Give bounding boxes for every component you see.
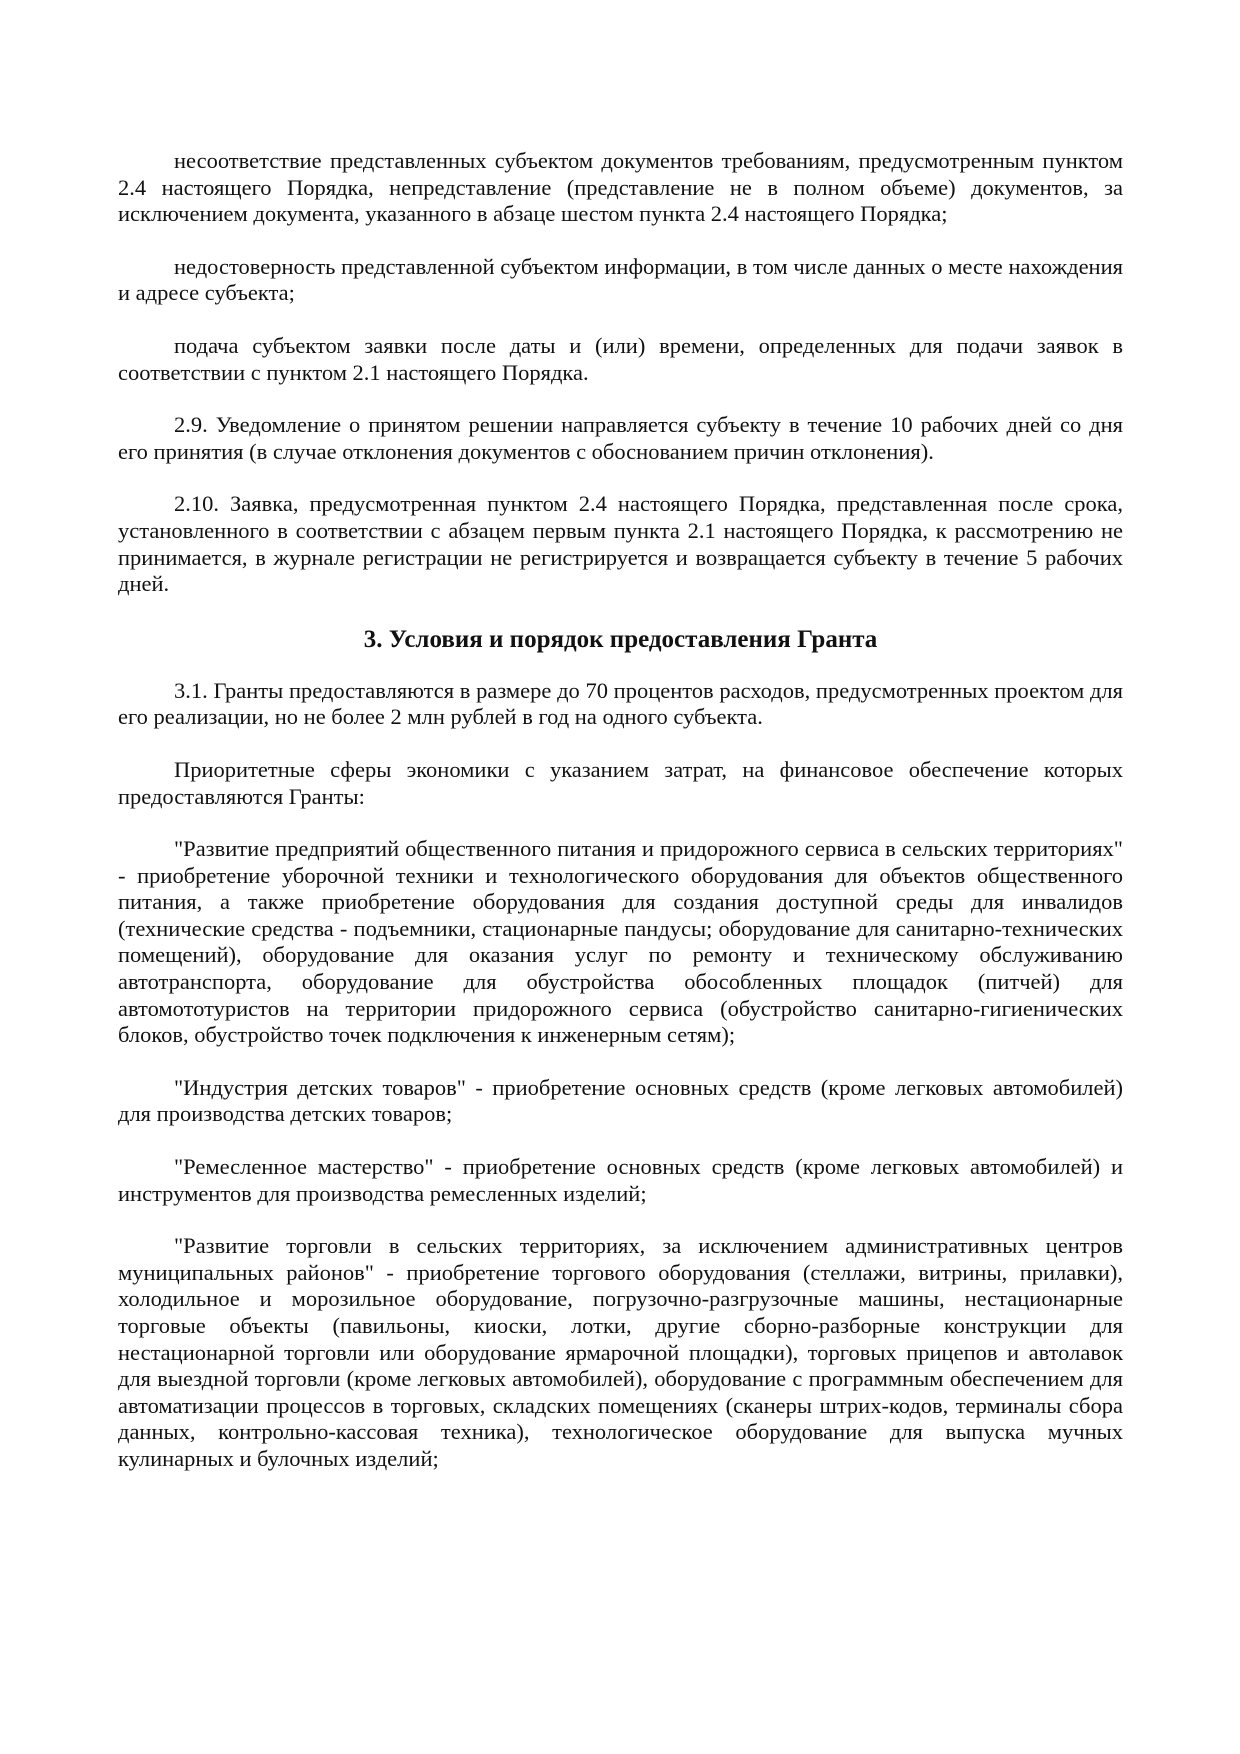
paragraph-rejection-reason-late: подача субъектом заявки после даты и (или) времени, определенных для подачи заявок в соответствии с пунктом 2.1 настоящего Порядка.	[118, 332, 1123, 385]
paragraph-rejection-reason-info: недостоверность представленной субъектом информации, в том числе данных о месте нахождения и адресе субъекта;	[118, 253, 1123, 306]
document-page	[118, 148, 1123, 1499]
paragraph-rejection-reason-docs: несоответствие представленных субъектом документов требованиям, предусмотренным пунктом 2.4 настоящего Порядка, непредставление (представление не в полном объеме) документов, за исключением документа, указанного в абзаце шестом пункта 2.4 настоящего Порядка;	[118, 148, 1123, 227]
paragraph-2-10: 2.10. Заявка, предусмотренная пунктом 2.4 настоящего Порядка, представленная после срока, установленного в соответствии с абзацем первым пункта 2.1 настоящего Порядка, к рассмотрению не принимается, в журнале регистрации не регистрируется и возвращается субъекту в течение 5 рабочих дней.	[118, 491, 1123, 597]
paragraph-crafts: "Ремесленное мастерство" - приобретение основных средств (кроме легковых автомобилей) и инструментов для производства ремесленных изделий;	[118, 1154, 1123, 1206]
paragraph-2-9: 2.9. Уведомление о принятом решении направляется субъекту в течение 10 рабочих дней со дня его принятия (в случае отклонения документов с обоснованием причин отклонения).	[118, 412, 1123, 464]
paragraph-3-1: 3.1. Гранты предоставляются в размере до 70 процентов расходов, предусмотренных проектом для его реализации, но не более 2 млн рублей в год на одного субъекта.	[118, 677, 1123, 730]
paragraph-priority-spheres: Приоритетные сферы экономики с указанием затрат, на финансовое обеспечение которых предоставляются Гранты:	[118, 756, 1123, 809]
section-heading: 3. Условия и порядок предоставления Гранта	[363, 625, 878, 653]
paragraph-children-goods: "Индустрия детских товаров" - приобретение основных средств (кроме легковых автомобилей) для производства детских товаров;	[118, 1074, 1123, 1127]
paragraph-rural-trade: "Развитие торговли в сельских территориях, за исключением административных центров муниципальных районов" - приобретение торгового оборудования (стеллажи, витрины, прилавки), холодильное и морозильное оборудование, погрузочно-разгрузочные машины, нестационарные торговые объекты (павильоны, киоски, лотки, другие сборно-разборные конструкции для нестационарной торговли или оборудование ярмарочной площадки), торговых прицепов и автолавок для выездной торговли (кроме легковых автомобилей), оборудование с программным обеспечением для автоматизации процессов в торговых, складских помещениях (сканеры штрих-кодов, терминалы сбора данных, контрольно-кассовая техника), технологическое оборудование для выпуска мучных кулинарных и булочных изделий;	[118, 1233, 1123, 1471]
paragraph-catering-roadside: "Развитие предприятий общественного питания и придорожного сервиса в сельских территориях" - приобретение уборочной техники и технологического оборудования для объектов общественного питания, а также приобретение оборудования для создания доступной среды для инвалидов (технические средства - подъемники, стационарные пандусы; оборудование для санитарно-технических помещений), оборудование для оказания услуг по ремонту и техническому обслуживанию автотранспорта, оборудование для обустройства обособленных площадок (питчей) для автомототуристов на территории придорожного сервиса (обустройство санитарно-гигиенических блоков, обустройство точек подключения к инженерным сетям);	[118, 836, 1123, 1048]
